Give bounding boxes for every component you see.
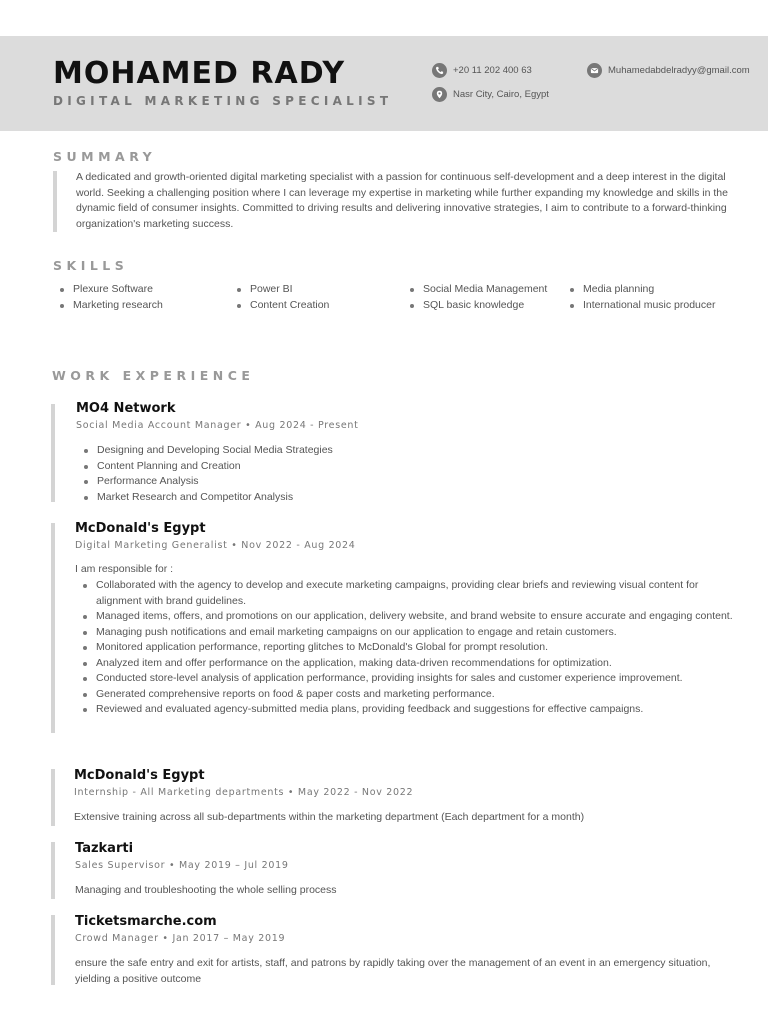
- job-description: Managing and troubleshooting the whole selling process: [75, 884, 337, 896]
- skill-item: Plexure Software: [59, 282, 163, 298]
- skill-item: SQL basic knowledge: [409, 298, 547, 314]
- job-company: McDonald's Egypt: [75, 521, 206, 536]
- location-contact: [432, 87, 549, 102]
- email-contact: [587, 63, 750, 78]
- skill-item: Marketing research: [59, 298, 163, 314]
- skill-item: Social Media Management: [409, 282, 547, 298]
- summary-accent-bar: [53, 171, 57, 232]
- job-company: McDonald's Egypt: [74, 768, 205, 783]
- phone-contact: [432, 63, 532, 78]
- job-accent-bar: [51, 915, 55, 985]
- duty-item: Market Research and Competitor Analysis: [75, 490, 735, 506]
- job-role: Social Media Account Manager • Aug 2024 - Present: [76, 420, 359, 431]
- location-text: Nasr City, Cairo, Egypt: [453, 89, 549, 100]
- job-description: ensure the safe entry and exit for artists, staff, and patrons by rapidly taking over the management of an event in an emergency situation, yielding a positive outcome: [75, 957, 711, 985]
- duty-item: Conducted store-level analysis of application performance, providing insights for sales and customer experience improvement.: [74, 671, 744, 687]
- email-address: Muhamedabdelradyy@gmail.com: [608, 65, 750, 76]
- skill-item: Power BI: [236, 282, 329, 298]
- duty-item: Content Planning and Creation: [75, 459, 735, 475]
- skill-item: Media planning: [569, 282, 716, 298]
- duty-item: Collaborated with the agency to develop and execute marketing campaigns, providing clear briefs and reviewing visual content for alignment with brand guidelines.: [74, 578, 744, 609]
- location-pin-icon: [432, 87, 447, 102]
- email-icon: [587, 63, 602, 78]
- job-role: Digital Marketing Generalist • Nov 2022 - Aug 2024: [75, 540, 356, 551]
- duty-item: Analyzed item and offer performance on the application, making data-driven recommendations for optimization.: [74, 656, 744, 672]
- work-experience-heading: WORK EXPERIENCE: [52, 368, 255, 383]
- job-role: Sales Supervisor • May 2019 – Jul 2019: [75, 860, 289, 871]
- job-title: DIGITAL MARKETING SPECIALIST: [53, 94, 393, 108]
- skills-heading: SKILLS: [53, 258, 129, 273]
- skill-item: Content Creation: [236, 298, 329, 314]
- skills-column-2: [236, 282, 329, 313]
- duty-item: Reviewed and evaluated agency-submitted media plans, providing feedback and suggestions for effective campaigns.: [74, 702, 744, 718]
- skills-column-4: [569, 282, 716, 313]
- skills-column-1: [59, 282, 163, 313]
- duty-item: Monitored application performance, reporting glitches to McDonald's Global for prompt resolution.: [74, 640, 744, 656]
- phone-number: +20 11 202 400 63: [453, 65, 532, 76]
- duty-item: Performance Analysis: [75, 474, 735, 490]
- duty-item: Managed items, offers, and promotions on our application, delivery website, and brand website to ensure accurate and engaging content.: [74, 609, 744, 625]
- skill-item: International music producer: [569, 298, 716, 314]
- job-company: MO4 Network: [76, 401, 176, 416]
- summary-text: A dedicated and growth-oriented digital marketing specialist with a passion for continuous self-development and a deep interest in the digital world. Seeking a challenging position where I can leverage my expertise in marketing while further expanding my knowledge and skills in the dynamic field of consumer insights. Committed to driving results and delivering innovative strategies, I aim to contribute to a forward-thinking organization's marketing success.: [76, 171, 728, 230]
- job-company: Tazkarti: [75, 841, 134, 856]
- job-role: Crowd Manager • Jan 2017 – May 2019: [75, 933, 286, 944]
- job-accent-bar: [51, 769, 55, 826]
- job-company: Ticketsmarche.com: [75, 914, 217, 929]
- job-accent-bar: [51, 404, 55, 502]
- person-name: MOHAMED RADY: [53, 56, 346, 91]
- duty-item: Generated comprehensive reports on food & paper costs and marketing performance.: [74, 687, 744, 703]
- job-accent-bar: [51, 523, 55, 733]
- duty-item: Managing push notifications and email marketing campaigns on our application to engage and retain customers.: [74, 625, 744, 641]
- header-band: [0, 36, 768, 131]
- job-role: Internship - All Marketing departments • May 2022 - Nov 2022: [74, 787, 414, 798]
- skills-column-3: [409, 282, 547, 313]
- summary-heading: SUMMARY: [53, 149, 157, 164]
- job-duties: [74, 578, 744, 718]
- job-description: Extensive training across all sub-departments within the marketing department (Each department for a month): [74, 811, 585, 823]
- job-intro: I am responsible for :: [75, 563, 174, 575]
- duty-item: Designing and Developing Social Media Strategies: [75, 443, 735, 459]
- job-accent-bar: [51, 842, 55, 899]
- phone-icon: [432, 63, 447, 78]
- job-duties: [75, 443, 735, 505]
